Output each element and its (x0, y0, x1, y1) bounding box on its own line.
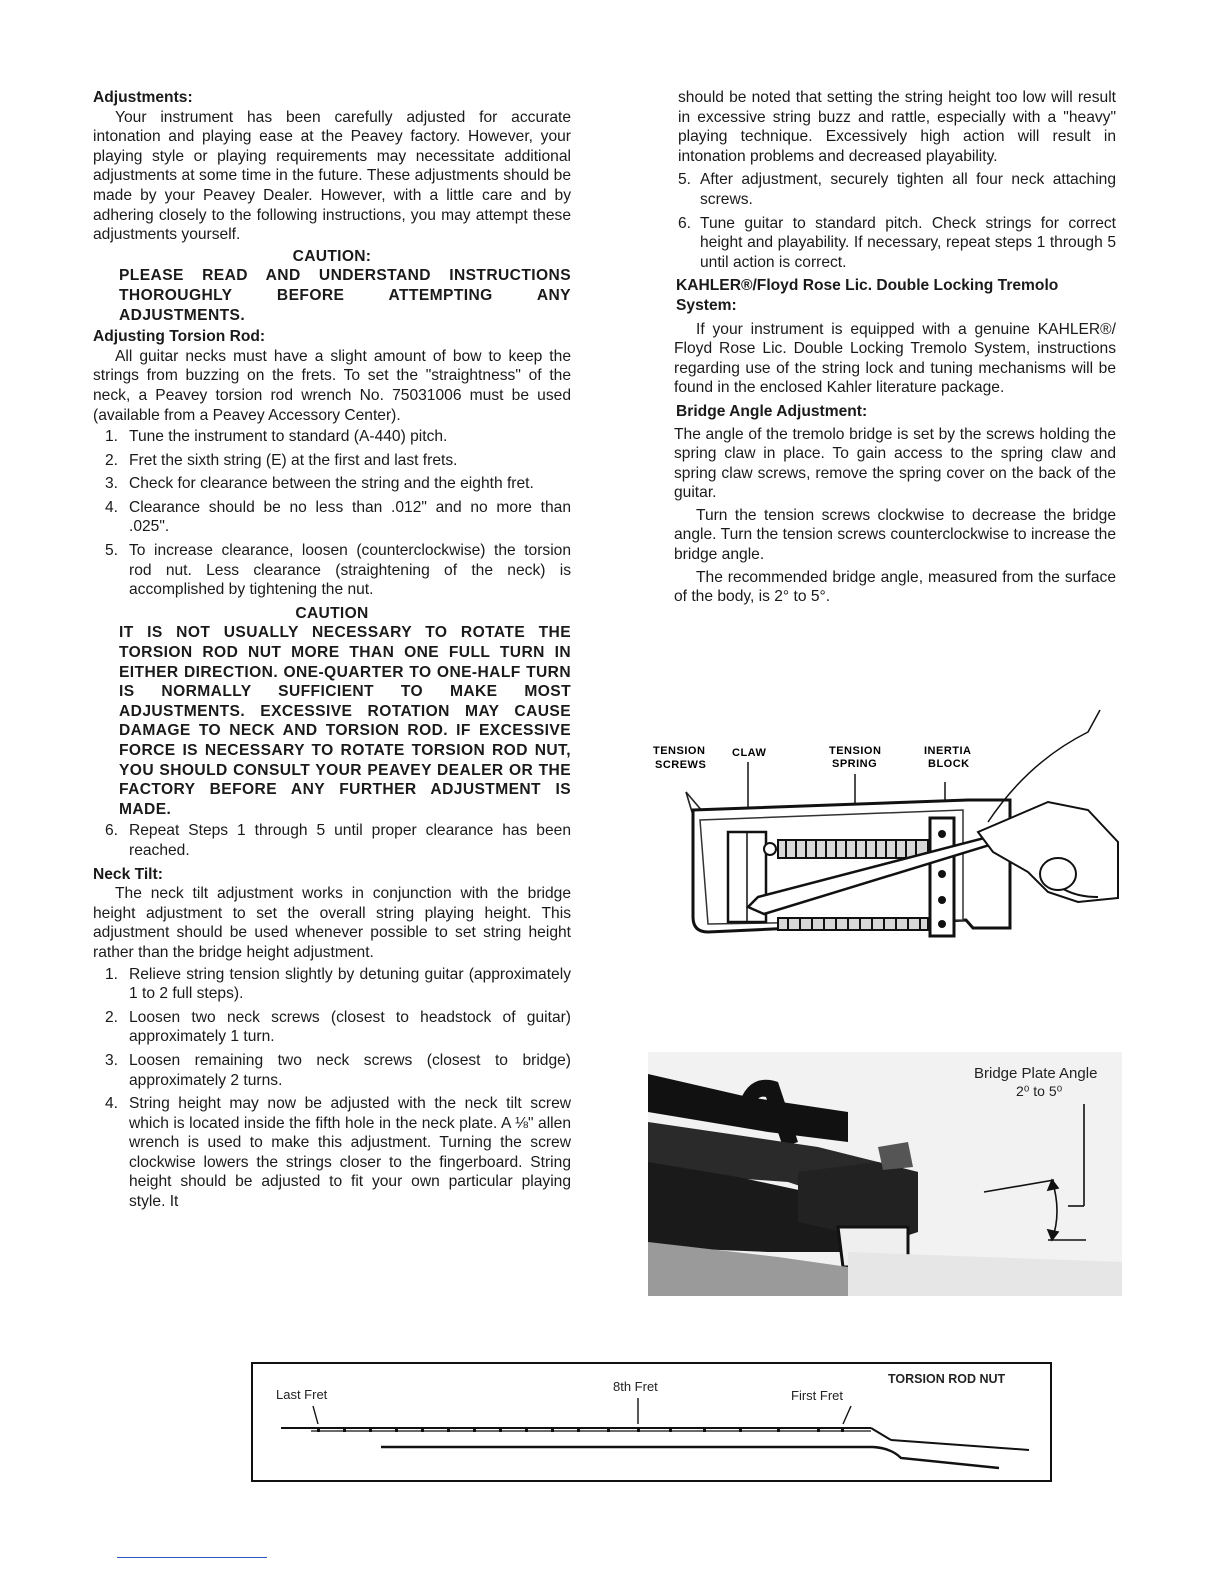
torsion-caution-text: IT IS NOT USUALLY NECESSARY TO ROTATE THE TORSION ROD NUT MORE THAN ONE FULL TURN IN EITHER DIRECTION. ONE-QUARTER TO ONE-HALF TURN IS NORMALLY SUFFICIENT TO MAKE MOST ADJUSTMENTS. EXCESSIVE ROTATION MAY CAUSE DAMAGE TO NECK AND TORSION ROD. IF EXCESSIVE FORCE IS NECESSARY TO ROTATE TORSION ROD NUT, YOU SHOULD CONSULT YOUR PEAVEY DEALER OR THE FACTORY BEFORE ANY FURTHER ADJUSTMENT IS MADE. (119, 624, 571, 818)
list-item: 5. After adjustment, securely tighten all four neck attaching screws. (678, 171, 1116, 208)
bridge-angle-p2: Turn the tension screws clockwise to decrease the bridge angle. Turn the tension screws counterclockwise to increase the bridge angle. (674, 506, 1116, 564)
label-torsion-rod-nut: TORSION ROD NUT (888, 1372, 1006, 1386)
bridge-plate-photo (648, 1052, 1122, 1296)
list-item: 6. Tune guitar to standard pitch. Check strings for correct height and playability. If necessary, repeat steps 1 through 5 until action is correct. (678, 214, 1116, 271)
label-inertia-block-2: BLOCK (928, 758, 970, 770)
list-item: 4. Clearance should be no less than .012" and no more than .025". (105, 498, 571, 536)
bottom-link-underline (117, 1557, 267, 1558)
torsion-heading: Adjusting Torsion Rod: (93, 328, 266, 346)
kahler-text: If your instrument is equipped with a genuine KAHLER®/ Floyd Rose Lic. Double Locking Tremolo System, instructions regarding use of the string lock and tuning mechanisms will be found in the enclosed Kahler literature package. (674, 320, 1116, 397)
kahler-heading: KAHLER®/Floyd Rose Lic. Double Locking Tremolo System: (676, 277, 1059, 314)
tremolo-cavity-drawing (693, 710, 1118, 936)
label-tension-screws-2: SCREWS (655, 759, 707, 771)
neck-tilt-steps (93, 965, 571, 1212)
neck-tilt-intro: The neck tilt adjustment works in conjunction with the bridge height adjustment to set the overall string playing height. This adjustment should be used whenever possible to set string height rather than the bridge height adjustment. (93, 885, 571, 961)
label-last-fret: Last Fret (276, 1387, 328, 1402)
neck-tilt-steps-continued (674, 170, 1116, 272)
list-item: 1. Relieve string tension slightly by detuning guitar (approximately 1 to 2 full steps). (105, 965, 571, 1003)
tremolo-cavity-figure (648, 692, 1123, 950)
label-8th-fret: 8th Fret (613, 1379, 658, 1394)
torsion-step-6 (93, 821, 571, 860)
right-column (674, 88, 1116, 607)
adjustments-heading: Adjustments: (93, 89, 193, 106)
list-item: 3. Check for clearance between the string and the eighth fret. (105, 475, 534, 493)
label-first-fret: First Fret (791, 1388, 843, 1403)
adjustments-intro: Your instrument has been carefully adjusted for accurate intonation and playing ease at the Peavey factory. However, your playing style or playing requirements may necessitate additional adjustments at some time in the future. These adjustments should be made by your Peavey Dealer. However, with a little care and by adhering closely to the following instructions, you may attempt these adjustments yourself. (93, 108, 571, 244)
left-column (93, 88, 571, 1216)
label-tension-screws-1: TENSION (653, 745, 706, 757)
label-inertia-block-1: INERTIA (924, 745, 972, 757)
caution-text: PLEASE READ AND UNDERSTAND INSTRUCTIONS THOROUGHLY BEFORE ATTEMPTING ANY ADJUSTMENTS. (119, 267, 571, 324)
list-item: 2. Loosen two neck screws (closest to headstock of guitar) approximately 1 turn. (105, 1008, 571, 1046)
list-item: 4. String height may now be adjusted with the neck tilt screw which is located inside the fifth hole in the neck plate. A ⅛" allen wrench is used to make this adjustment. Turning the screw clockwise lowers the strings closer to the fingerboard. String height should be adjusted to fit your own particular playing style. It (105, 1095, 571, 1211)
list-item: 6. Repeat Steps 1 through 5 until proper clearance has been reached. (105, 822, 571, 859)
neck-diagram (251, 1362, 1052, 1482)
caution-title: CAUTION: (292, 247, 372, 265)
caption-angle-range: 2⁰ to 5⁰ (1016, 1083, 1063, 1099)
torsion-caution-title: CAUTION (295, 604, 369, 622)
torsion-intro: All guitar necks must have a slight amount of bow to keep the strings from buzzing on the frets. To set the "straightness" of the neck, a Peavey torsion rod wrench No. 75031006 must be used (available from a Peavey Accessory Center). (93, 347, 571, 424)
bridge-angle-p1: The angle of the tremolo bridge is set by the screws holding the spring claw in place. To gain access to the spring claw and spring claw screws, remove the spring cover on the back of the guitar. (674, 425, 1116, 502)
list-item: 1. Tune the instrument to standard (A-440) pitch. (105, 428, 448, 446)
caption-bridge-plate-angle: Bridge Plate Angle (974, 1065, 1098, 1082)
label-tension-spring-2: SPRING (832, 758, 878, 770)
label-claw: CLAW (732, 747, 767, 759)
list-item: 2. Fret the sixth string (E) at the first and last frets. (105, 451, 458, 469)
list-item: 5. To increase clearance, loosen (counterclockwise) the torsion rod nut. Less clearance (straightening of the neck) is accomplished by tightening the nut. (105, 542, 571, 599)
bridge-angle-p3: The recommended bridge angle, measured from the surface of the body, is 2° to 5°. (674, 568, 1116, 606)
bridge-angle-heading: Bridge Angle Adjustment: (676, 402, 868, 420)
label-tension-spring-1: TENSION (829, 745, 882, 757)
torsion-steps (93, 427, 571, 600)
step4-continued: should be noted that setting the string height too low will result in excessive string buzz and rattle, especially with a "heavy" playing technique. Excessively high action will result in intonation problems and decreased playability. (678, 89, 1116, 165)
neck-tilt-heading: Neck Tilt: (93, 865, 163, 883)
list-item: 3. Loosen remaining two neck screws (closest to bridge) approximately 2 turns. (105, 1051, 571, 1089)
